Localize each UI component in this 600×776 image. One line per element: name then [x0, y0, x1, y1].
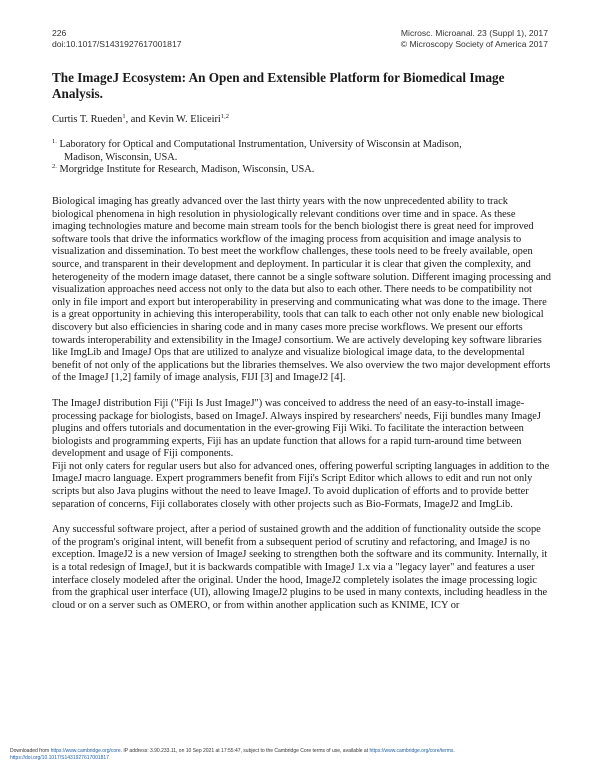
page-number: 226	[52, 28, 67, 38]
body-text	[52, 196, 552, 625]
author-eliceiri: Kevin W. Eliceiri	[148, 114, 221, 125]
author-rueden: Curtis T. Rueden	[52, 114, 123, 125]
affiliation-1	[52, 139, 552, 152]
affiliation-2	[52, 164, 552, 177]
footer-link-core[interactable]: https://www.cambridge.org/core	[50, 748, 121, 754]
affiliation-1-line1: Laboratory for Optical and Computational Instrumentation, University of Wisconsin at Madison,	[59, 139, 462, 150]
paper-title: The ImageJ Ecosystem: An Open and Extensible Platform for Biomedical Image Analysis.	[52, 70, 505, 101]
copyright: © Microscopy Society of America 2017	[400, 39, 548, 49]
paragraph-fiji-part2: Fiji not only caters for regular users but also for advanced ones, offering powerful scripting languages in addition to the ImageJ macro language. Expert programmers benefit from Fiji's Script Editor which allows to edit and run not only scripts but also Java plugins without the need to leave ImageJ. To avoid duplication of efforts and to provide better separation of concerns, Fiji collaborates closely with other projects such as Bio-Formats, ImageJ2 and ImgLib.	[52, 460, 550, 510]
affiliation-2-line1: Morgridge Institute for Research, Madison, Wisconsin, USA.	[59, 164, 315, 176]
page-header-right	[401, 28, 548, 50]
footer-link-doi[interactable]: https://doi.org/10.1017/S1431927617001817	[10, 755, 109, 761]
footer-downloaded: Downloaded from	[10, 748, 50, 754]
authors	[52, 113, 229, 126]
affiliation-2-number: 2.	[52, 163, 57, 171]
paragraph-fiji	[52, 398, 552, 511]
paragraph-imagej2: Any successful software project, after a period of sustained growth and the addition of functionality outside the scope of the program's original intent, will benefit from a subsequent period of scrutiny and refactoring, and ImageJ is no exception. ImageJ2 is a new version of ImageJ seeking to strengthen both the software and its community. Internally, it is a total redesign of ImageJ, but it is backwards compatible with ImageJ 1.x via a "legacy layer" and features a user interface closely modeled after the original. Under the hood, ImageJ2 completely isolates the image processing logic from the graphical user interface (UI), allowing ImageJ2 plugins to be used in many contexts, including headless in the cloud or on a server such as OMERO, or from within another application such as KNIME, ICY or	[52, 524, 548, 611]
footer-line1	[10, 748, 590, 755]
author-separator: , and	[125, 114, 149, 125]
footer-end: .	[453, 748, 455, 754]
author-eliceiri-affil: 1,2	[220, 113, 229, 120]
paragraph-fiji-part1: The ImageJ distribution Fiji ("Fiji Is Just ImageJ") was conceived to address the need of an easy-to-install image-processing package for biologists, based on ImageJ. Always inspired by researchers' needs, Fiji bundles many ImageJ plugins and offers tutorials and documentation in the ever-growing Fiji Wiki. To facilitate the interaction between biologists and programming experts, Fiji has an update function that allows for a rapid turn-around time between development and usage of Fiji components.	[52, 397, 541, 460]
journal-citation: Microsc. Microanal. 23 (Suppl 1), 2017	[400, 28, 548, 38]
affiliation-1-number: 1.	[52, 138, 57, 145]
author-rueden-affil: 1	[122, 113, 126, 120]
footer-middle: . IP address: 3.90.233.11, on 10 Sep 2021 at 17:55:47, subject to the Cambridge Core terms of use, available at	[120, 748, 369, 754]
affiliation-1-line2: Madison, Wisconsin, USA.	[64, 151, 178, 163]
affiliations	[52, 139, 552, 177]
doi: doi:10.1017/S1431927617001817	[52, 39, 182, 49]
page-header-left	[52, 28, 182, 50]
paragraph-introduction: Biological imaging has greatly advanced over the last thirty years with the now unprecedented ability to track biological phenomena in high resolution in physiologically relevant conditions over time and in space. As these imaging technologies mature and become main stream tools for the bench biologist there is great need for improved software tools that drive the informatics workflow of the imaging process from acquisition and image analysis to visualization and dissemination. To best meet the workflow challenges, these tools need to be freely available, open source, and transparent in their development and deployment. In particular it is clear that given the complexity, and heterogeneity of the modern image dataset, there cannot be a single software solution. Different imaging processing and visualization approaches need access not only to the data but also to each other. There needs to be compatibility not only in file import and export but interoperability in preserving and communicating what was done to the image. There is a great opportunity in achieving this interoperability, tools that can talk to each other not only enable new biological discovery but also efficiencies in sharing code and in many cases more precise workflows. We present our efforts towards interoperability and extensibility in the ImageJ consortium. We are actively developing key software libraries like ImgLib and ImageJ Ops that are utilized to analyze and visualize biological image data, to the developmental benefit of not only of the applications but the libraries themselves. We also overview the two major development efforts of the ImageJ [1,2] family of image analysis, FIJI [3] and ImageJ2 [4].	[52, 196, 551, 384]
footer-link-terms[interactable]: https://www.cambridge.org/core/terms	[369, 748, 454, 754]
download-footer	[10, 748, 590, 762]
